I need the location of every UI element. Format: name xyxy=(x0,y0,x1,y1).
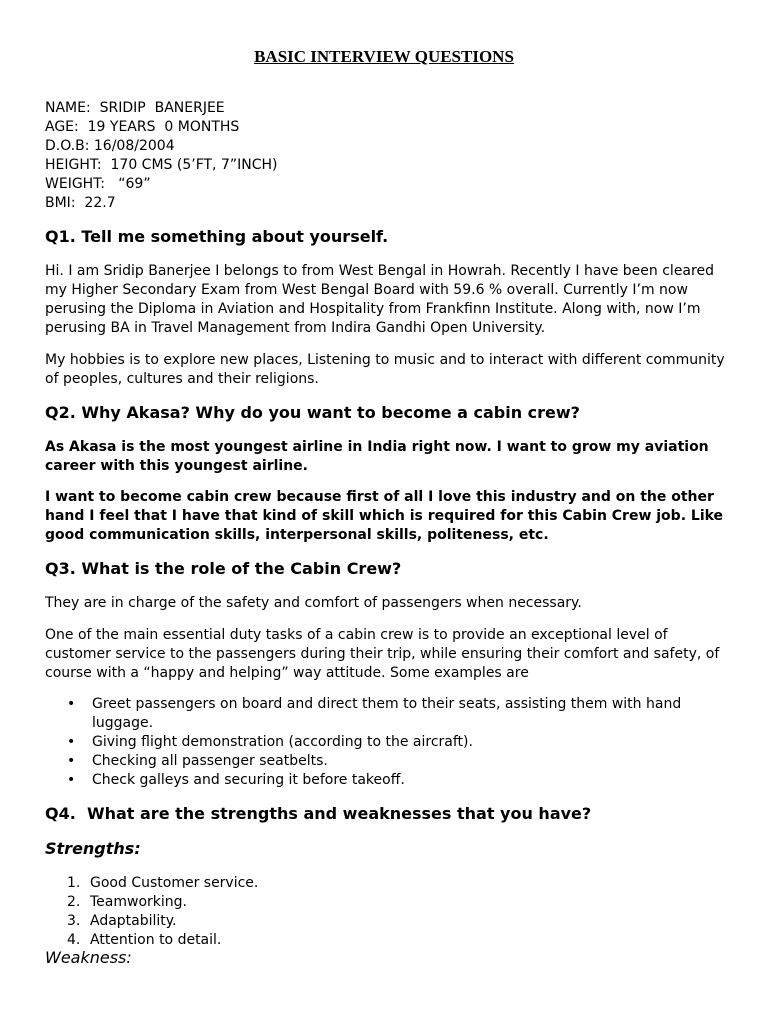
q3-heading: Q3. What is the role of the Cabin Crew? xyxy=(45,559,402,578)
list-item-text: Greet passengers on board and direct them to their seats, assisting them with hand luggage. xyxy=(92,696,682,731)
list-number: 3. xyxy=(67,913,81,929)
list-number: 2. xyxy=(67,894,81,910)
strengths-title: Strengths: xyxy=(45,839,141,858)
q1-paragraph-2: My hobbies is to explore new places, Listening to music and to interact with different community of peoples, cultures and their religions. xyxy=(45,352,725,387)
list-item-text: Giving flight demonstration (according to the aircraft). xyxy=(92,734,473,750)
q2-paragraph-1: As Akasa is the most youngest airline in India right now. I want to grow my aviation career with this youngest airline. xyxy=(45,439,709,474)
bio-dob: D.O.B: 16/08/2004 xyxy=(45,138,175,154)
list-item-text: Good Customer service. xyxy=(90,875,259,891)
bio-age: AGE: 19 YEARS 0 MONTHS xyxy=(45,119,240,135)
list-item-text: Checking all passenger seatbelts. xyxy=(92,753,328,769)
list-item-text: Check galleys and securing it before takeoff. xyxy=(92,772,405,788)
list-number: 1. xyxy=(67,875,81,891)
bullet-icon: • xyxy=(67,696,76,712)
bullet-icon: • xyxy=(67,772,76,788)
weakness-title: Weakness: xyxy=(45,948,132,967)
bio-block xyxy=(45,99,277,213)
bio-bmi: BMI: 22.7 xyxy=(45,195,116,211)
list-item xyxy=(45,752,725,771)
bio-height: HEIGHT: 170 CMS (5’FT, 7”INCH) xyxy=(45,157,278,173)
list-item-text: Adaptability. xyxy=(90,913,177,929)
list-item-text: Attention to detail. xyxy=(90,932,222,948)
list-item xyxy=(45,733,725,752)
list-item xyxy=(45,874,258,893)
list-item xyxy=(45,695,725,733)
q1-heading: Q1. Tell me something about yourself. xyxy=(45,227,389,246)
q3-paragraph-1: They are in charge of the safety and comfort of passengers when necessary. xyxy=(45,595,582,611)
list-item-text: Teamworking. xyxy=(90,894,187,910)
document-title: BASIC INTERVIEW QUESTIONS xyxy=(254,47,514,66)
strengths-list xyxy=(45,874,258,950)
list-number: 4. xyxy=(67,932,81,948)
q3-paragraph-2: One of the main essential duty tasks of a cabin crew is to provide an exceptional level of customer service to the passengers during their trip, while ensuring their comfort and safety, of course with a “happy and helping” way attitude. Some examples are xyxy=(45,627,720,681)
list-item xyxy=(45,771,725,790)
bullet-icon: • xyxy=(67,753,76,769)
bio-name: NAME: SRIDIP BANERJEE xyxy=(45,100,225,116)
q3-bullet-list xyxy=(45,695,725,790)
list-item xyxy=(45,893,258,912)
bullet-icon: • xyxy=(67,734,76,750)
q4-heading: Q4. What are the strengths and weaknesses that you have? xyxy=(45,804,592,823)
list-item xyxy=(45,912,258,931)
q2-heading: Q2. Why Akasa? Why do you want to become a cabin crew? xyxy=(45,403,580,422)
q2-paragraph-2: I want to become cabin crew because first of all I love this industry and on the other hand I feel that I have that kind of skill which is required for this Cabin Crew job. Like good communication skills, interpersonal skills, politeness, etc. xyxy=(45,489,724,543)
q1-paragraph-1: Hi. I am Sridip Banerjee I belongs to from West Bengal in Howrah. Recently I have been cleared my Higher Secondary Exam from West Bengal Board with 59.6 % overall. Currently I’m now perusing the Diploma in Aviation and Hospitality from Frankfinn Institute. Along with, now I’m perusing BA in Travel Management from Indira Gandhi Open University. xyxy=(45,263,714,336)
bio-weight: WEIGHT: “69” xyxy=(45,176,151,192)
